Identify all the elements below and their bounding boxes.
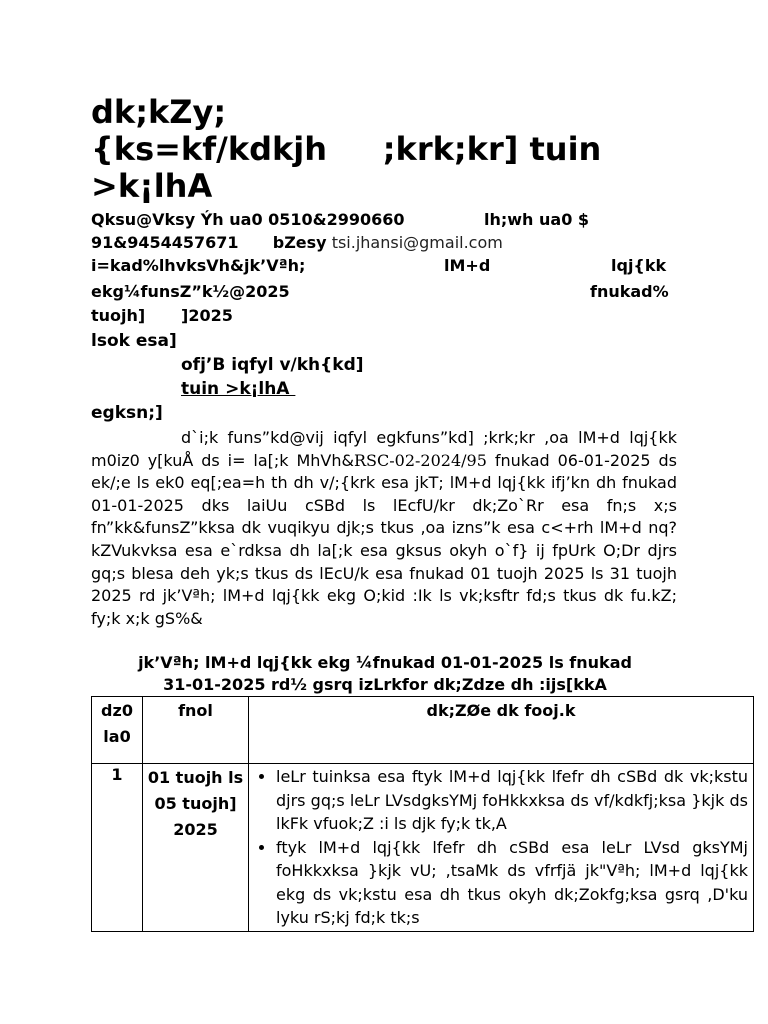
safety-label: lqj{kk (611, 256, 667, 275)
body-text-part1: d`i;k funs”kd@vij iqfyl egkfuns”kd] ;krk;kr ,oa lM+d lqj{kk m0iz0 y[kuÅ ds i= la[;k MhVh& (91, 428, 677, 470)
body-text-part2: fnukad 06-01-2025 ds ek/;e ls ek0 eq[;ea=h th dh v/;{krk esa jkT; lM+d lqj{kk ifj’kn dh fnukad 01-01-2025 dks laiUu cSBd ls lEcfU/kr dk;Zo`Rr esa fn;s x;s fn”kk&funsZ”kksa dk vuqikyu djk;s tkus ,oa izns”k esa c<+rh lM+d nq?kZVukvksa esa e`rdksa dh la[;k esa gksus okyh o`f} ij fpUrk O;Dr djrs gq;s blesa deh yk;s tkus ds lEcU/k esa fnukad 01 tuojh 2025 ls 31 tuojh 2025 rd jk’Vªh; lM+d lqj{kk ekg O;kid :Ik ls vk;ksftr fd;s tkus dk fu.kZ; fy;k x;k gS%& (91, 450, 678, 628)
table-row (92, 764, 754, 932)
date-year: ]2025 (181, 306, 233, 325)
recipient-designation: ofj’B iqfyl v/kh{kd] (181, 355, 364, 375)
date-month: tuojh] (91, 306, 146, 325)
month-directive: ekg¼funsZ”k½@2025 (91, 282, 290, 301)
col-serial-header: dz0 la0 (92, 697, 143, 764)
phone-number: Qksu@Vksy Ýh ua0 0510&2990660 (91, 210, 405, 229)
email-label: bZesy (272, 233, 327, 252)
date-label: fnukad% (590, 282, 669, 301)
schedule-table (91, 696, 754, 932)
table-header-row (92, 697, 754, 764)
row-date: 01 tuojh ls 05 tuojh] 2025 (143, 764, 249, 932)
recipient-district: tuin >k¡lhA (181, 379, 296, 399)
letter-number: i=kad%lhvksVh&jk’Vªh; (91, 256, 306, 275)
schedule-heading-line1: jk’Vªh; lM+d lqj{kk ekg ¼fnukad 01-01-2025 ls fnukad (138, 653, 632, 672)
office-title (91, 94, 731, 205)
activity-item: • leLr tuinksa esa ftyk lM+d lqj{kk lfefr dh cSBd dk vk;kstu djrs gq;s leLr LVsdgksYMj foHkkxksa ds vf/kdkfj;ksa }kjk ds lkFk vfuok;Z :i ls djk fy;k tk,A (276, 765, 748, 836)
body-paragraph (91, 427, 677, 630)
schedule-heading-line2: 31-01-2025 rd½ gsrq izLrkfor dk;Zdze dh :ijs[kkA (163, 675, 607, 694)
row-description (249, 764, 754, 932)
activity-item: • ftyk lM+d lqj{kk lfefr dh cSBd esa leLr LVsd gksYMj foHkkxksa }kjk vU; ,tsaMk ds vfrfjä jk"Vªh; lM+d lqj{kk ekg ds vk;kstu esa dh tkus okyh dk;Zokfg;ksa gsrq ,D'ku lyku rS;kj fd;k tk;s (276, 836, 748, 930)
cug-number: 91&9454457671 (91, 233, 239, 252)
road-label: lM+d (444, 256, 491, 275)
reference-code: RSC-02-2024/95 (354, 450, 487, 470)
salutation: egksn;] (91, 403, 163, 423)
cug-label: lh;wh ua0 $ (484, 210, 590, 229)
to-label: lsok esa] (91, 331, 177, 351)
office-title-line3: >k¡lhA (91, 167, 213, 205)
email-value: tsi.jhansi@gmail.com (331, 233, 503, 252)
col-description-header: dk;ZØe dk fooj.k (249, 697, 754, 764)
activity-list (250, 765, 752, 930)
row-serial: 1 (92, 764, 143, 932)
office-title-line2: {ks=kf/kdkjh ;krk;kr] tuin (91, 130, 602, 168)
office-title-line1: dk;kZy; (91, 93, 227, 131)
contact-line2 (91, 233, 503, 253)
col-date-header: fnol (143, 697, 249, 764)
